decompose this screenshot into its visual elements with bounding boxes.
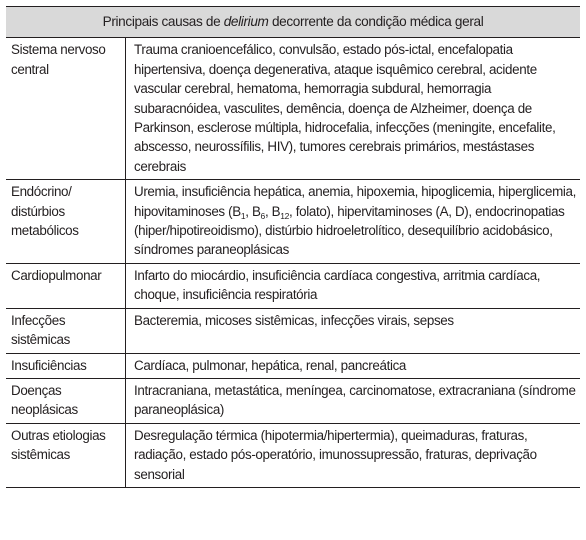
table-row — [6, 180, 580, 264]
category-cell: Insuficiências — [6, 353, 126, 378]
subscript: 12 — [280, 210, 290, 221]
table-title-suffix: decorrente da condição médica geral — [268, 14, 484, 29]
category-cell: Endócrino/ distúrbios metabólicos — [6, 180, 126, 264]
category-cell: Cardiopulmonar — [6, 263, 126, 308]
table-title-emphasis: delirium — [223, 14, 269, 29]
table-row — [6, 378, 580, 423]
causes-cell: Desregulação térmica (hipotermia/hipertermia), queimaduras, fraturas, radiação, estado pós-operatório, imunossupressão, fraturas, deprivação sensorial — [126, 423, 581, 487]
causes-cell: Intracraniana, metastática, meníngea, carcinomatose, extracraniana (síndrome paraneoplásica) — [126, 378, 581, 423]
causes-text: , B — [245, 203, 261, 219]
table-title-prefix: Principais causas de — [102, 14, 224, 29]
causes-cell: Trauma cranioencefálico, convulsão, estado pós-ictal, encefalopatia hipertensiva, doença degenerativa, ataque isquêmico cerebral, acidente vascular cerebral, hematoma, hemorragia subdural, hemorragia subaracnóidea, vasculites, demência, doença de Alzheimer, doença de Parkinson, esclerose múltipla, hidrocefalia, infecções (meningite, encefalite, abscesso, neurossífilis, HIV), tumores cerebrais primários, mestástases cerebrais — [126, 38, 581, 180]
causes-cell: Cardíaca, pulmonar, hepática, renal, pancreática — [126, 353, 581, 378]
table-row — [6, 353, 580, 378]
causes-text: Uremia, insuficiência hepática, anemia, hipoxemia, hipoglicemia, hiperglicemia, hipovitaminoses (B — [134, 184, 576, 219]
causes-cell: Bacteremia, micoses sistêmicas, infecções virais, sepses — [126, 308, 581, 353]
table-row — [6, 38, 580, 180]
category-cell: Doenças neoplásicas — [6, 378, 126, 423]
causes-text: , folato), hipervitaminoses (A, D), endocrinopatias (hiper/hipotireoidismo), distúrbio hidroeletrolítico, desequilíbrio acidobásico, síndromes paraneoplásicas — [134, 203, 565, 258]
table-row — [6, 263, 580, 308]
causes-cell — [126, 180, 581, 264]
table-title — [6, 7, 580, 38]
subscript: 6 — [260, 210, 265, 221]
category-cell: Outras etiologias sistêmicas — [6, 423, 126, 487]
table-row — [6, 308, 580, 353]
delirium-causes-table — [6, 6, 580, 488]
causes-cell: Infarto do miocárdio, insuficiência cardíaca congestiva, arritmia cardíaca, choque, insuficiência respiratória — [126, 263, 581, 308]
category-cell: Sistema nervoso central — [6, 38, 126, 180]
subscript: 1 — [240, 210, 246, 221]
table-header-row — [6, 7, 580, 38]
causes-text: , B — [264, 203, 281, 219]
category-cell: Infecções sistêmicas — [6, 308, 126, 353]
table-row — [6, 423, 580, 487]
